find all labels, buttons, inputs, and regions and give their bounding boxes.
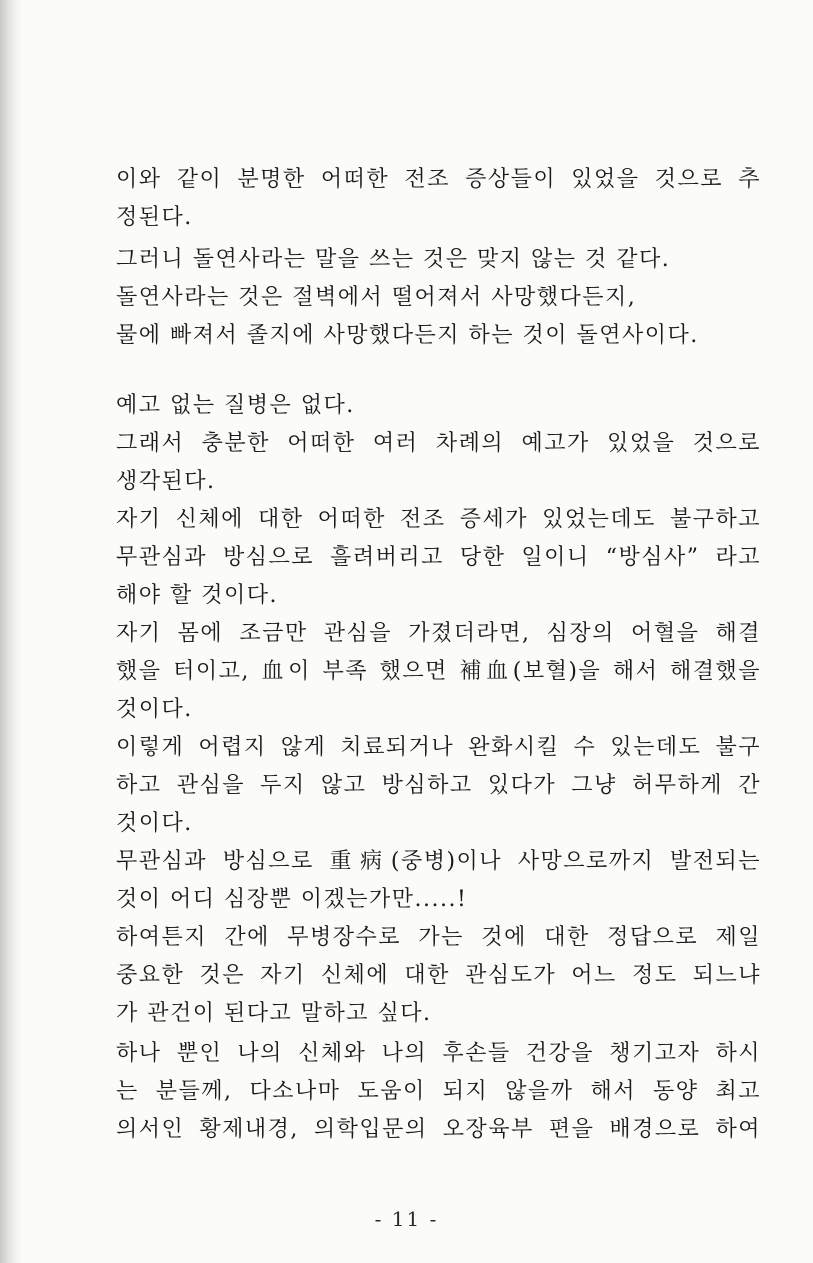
text-line: 는 분들께, 다소나마 도움이 되지 않을까 해서 동양 최고 bbox=[116, 1079, 761, 1104]
text-line: 것이다. bbox=[116, 697, 193, 722]
text-line: 돌연사라는 것은 절벽에서 떨어져서 사망했다든지, bbox=[116, 285, 637, 310]
text-line: 이와 같이 분명한 어떠한 전조 증상들이 있었을 것으로 추 bbox=[116, 167, 761, 192]
text-line: 하나 뿐인 나의 신체와 나의 후손들 건강을 챙기고자 하시 bbox=[116, 1041, 761, 1066]
text-line: 중요한 것은 자기 신체에 대한 관심도가 어느 정도 되느냐 bbox=[116, 963, 761, 988]
text-line: 예고 없는 질병은 없다. bbox=[116, 393, 355, 418]
text-line: 그래서 충분한 어떠한 여러 차례의 예고가 있었을 것으로 bbox=[116, 431, 761, 456]
text-line: 가 관건이 된다고 말하고 싶다. bbox=[116, 1001, 432, 1026]
text-line: 해야 할 것이다. bbox=[116, 583, 278, 608]
text-line: 무관심과 방심으로 重病(중병)이나 사망으로까지 발전되는 bbox=[116, 849, 761, 874]
text-line: 하고 관심을 두지 않고 방심하고 있다가 그냥 허무하게 간 bbox=[116, 773, 761, 798]
text-line: 물에 빠져서 졸지에 사망했다든지 하는 것이 돌연사이다. bbox=[116, 323, 699, 348]
text-line: 하여튼지 간에 무병장수로 가는 것에 대한 정답으로 제일 bbox=[116, 925, 761, 950]
text-line: 그러니 돌연사라는 말을 쓰는 것은 맞지 않는 것 같다. bbox=[116, 247, 671, 272]
page-number: - 11 - bbox=[374, 1207, 439, 1231]
page-binding-shadow bbox=[0, 0, 22, 1263]
text-line: 무관심과 방심으로 흘려버리고 당한 일이니 “방심사” 라고 bbox=[116, 545, 761, 570]
text-line: 했을 터이고, 血이 부족 했으면 補血(보혈)을 해서 해결했을 bbox=[116, 659, 761, 684]
text-line: 의서인 황제내경, 의학입문의 오장육부 편을 배경으로 하여 bbox=[116, 1117, 761, 1142]
text-line: 정된다. bbox=[116, 205, 193, 230]
text-line: 자기 신체에 대한 어떠한 전조 증세가 있었는데도 불구하고 bbox=[116, 507, 761, 532]
text-line: 것이 어디 심장뿐 이겠는가만.....! bbox=[116, 887, 468, 912]
text-line: 자기 몸에 조금만 관심을 가졌더라면, 심장의 어혈을 해결 bbox=[116, 621, 761, 646]
text-line: 이렇게 어렵지 않게 치료되거나 완화시킬 수 있는데도 불구 bbox=[116, 735, 761, 760]
text-line: 것이다. bbox=[116, 811, 193, 836]
text-line: 생각된다. bbox=[116, 469, 216, 494]
